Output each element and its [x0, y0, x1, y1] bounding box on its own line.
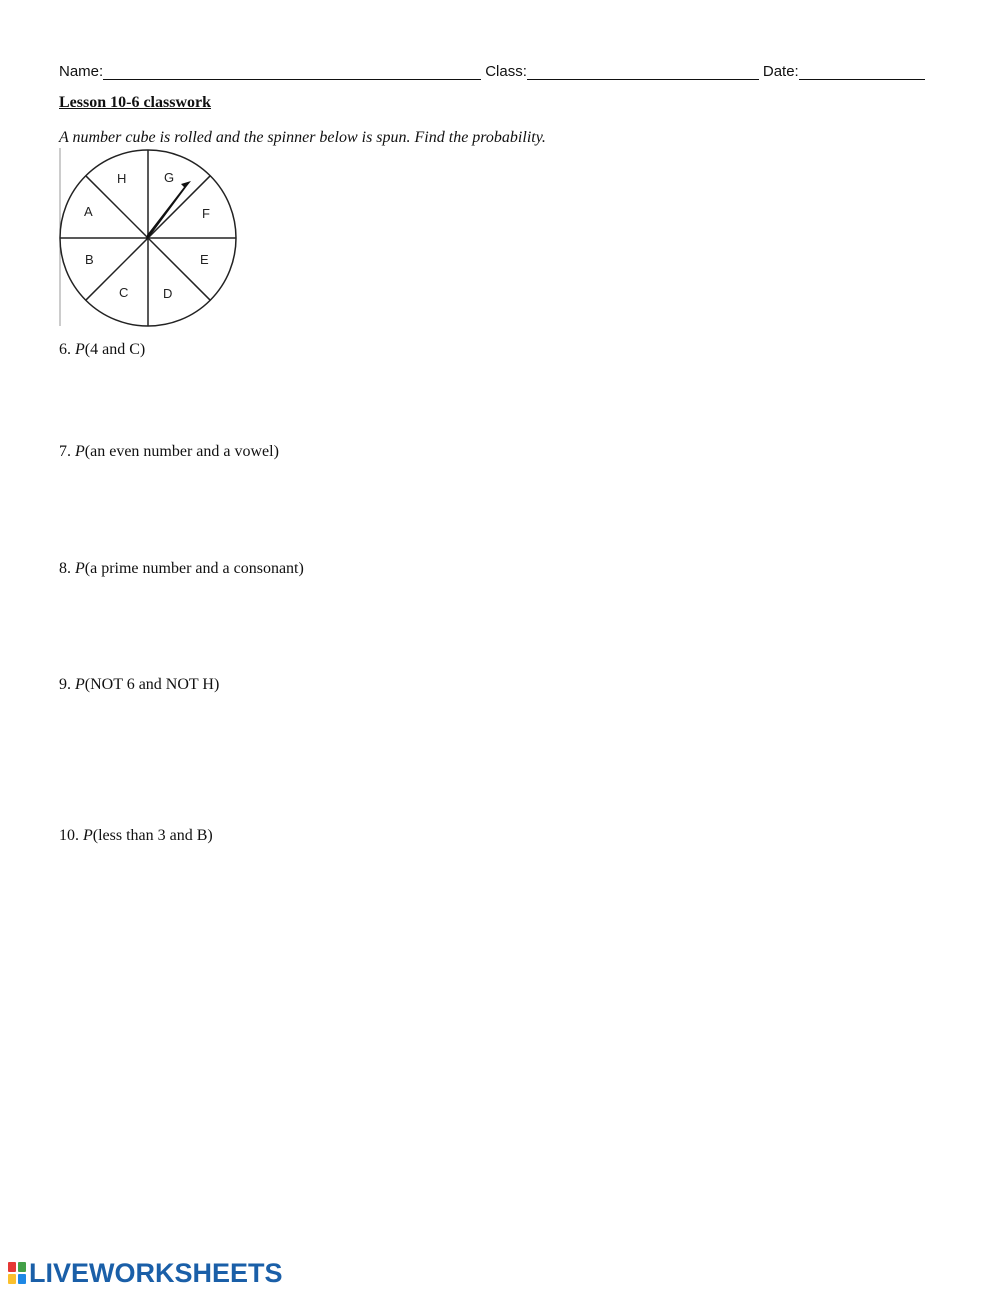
spinner-diagram — [59, 148, 239, 328]
class-label: Class: — [485, 63, 527, 80]
spinner-label-c: C — [119, 285, 129, 300]
spinner-label-e: E — [200, 252, 209, 267]
probability-symbol: P — [75, 560, 85, 577]
name-field-line[interactable] — [103, 63, 481, 80]
question-text: (less than 3 and B) — [92, 827, 213, 844]
spinner-label-a: A — [84, 204, 93, 219]
lesson-title: Lesson 10-6 classwork — [59, 94, 212, 111]
question-number: 10. — [59, 827, 79, 844]
question-9 — [59, 676, 219, 694]
question-number: 6. — [59, 341, 71, 358]
question-7 — [59, 443, 279, 461]
spinner-label-h: H — [117, 171, 127, 186]
logo-block-blue — [18, 1274, 26, 1284]
logo-block-yellow — [8, 1274, 16, 1284]
question-number: 9. — [59, 676, 71, 693]
probability-symbol: P — [83, 827, 93, 844]
spinner-label-f: F — [202, 206, 210, 221]
logo-block-red — [8, 1262, 16, 1272]
date-label: Date: — [762, 63, 799, 80]
name-label: Name: — [59, 63, 104, 80]
probability-symbol: P — [75, 676, 85, 693]
spinner-label-b: B — [85, 252, 94, 267]
probability-symbol: P — [75, 341, 85, 358]
class-field-line[interactable] — [527, 63, 759, 80]
question-text: (an even number and a vowel) — [84, 443, 279, 460]
logo-icon — [8, 1262, 26, 1284]
question-text: (a prime number and a consonant) — [84, 560, 304, 577]
question-8 — [59, 560, 304, 578]
question-text: (NOT 6 and NOT H) — [84, 676, 220, 693]
logo-block-green — [18, 1262, 26, 1272]
question-number: 8. — [59, 560, 71, 577]
student-info-row — [59, 58, 939, 80]
liveworksheets-logo[interactable] — [8, 1258, 283, 1288]
spinner-label-g: G — [164, 170, 175, 185]
spinner-arrow — [146, 181, 191, 240]
spinner-label-d: D — [163, 286, 173, 301]
spinner-svg — [59, 148, 239, 328]
instructions-text: A number cube is rolled and the spinner below is spun. Find the probability. — [59, 129, 546, 146]
probability-symbol: P — [75, 443, 85, 460]
logo-text: LIVEWORKSHEETS — [29, 1257, 283, 1288]
question-10 — [59, 827, 213, 845]
question-number: 7. — [59, 443, 71, 460]
date-field-line[interactable] — [799, 63, 925, 80]
question-text: (4 and C) — [84, 341, 146, 358]
question-6 — [59, 341, 145, 359]
